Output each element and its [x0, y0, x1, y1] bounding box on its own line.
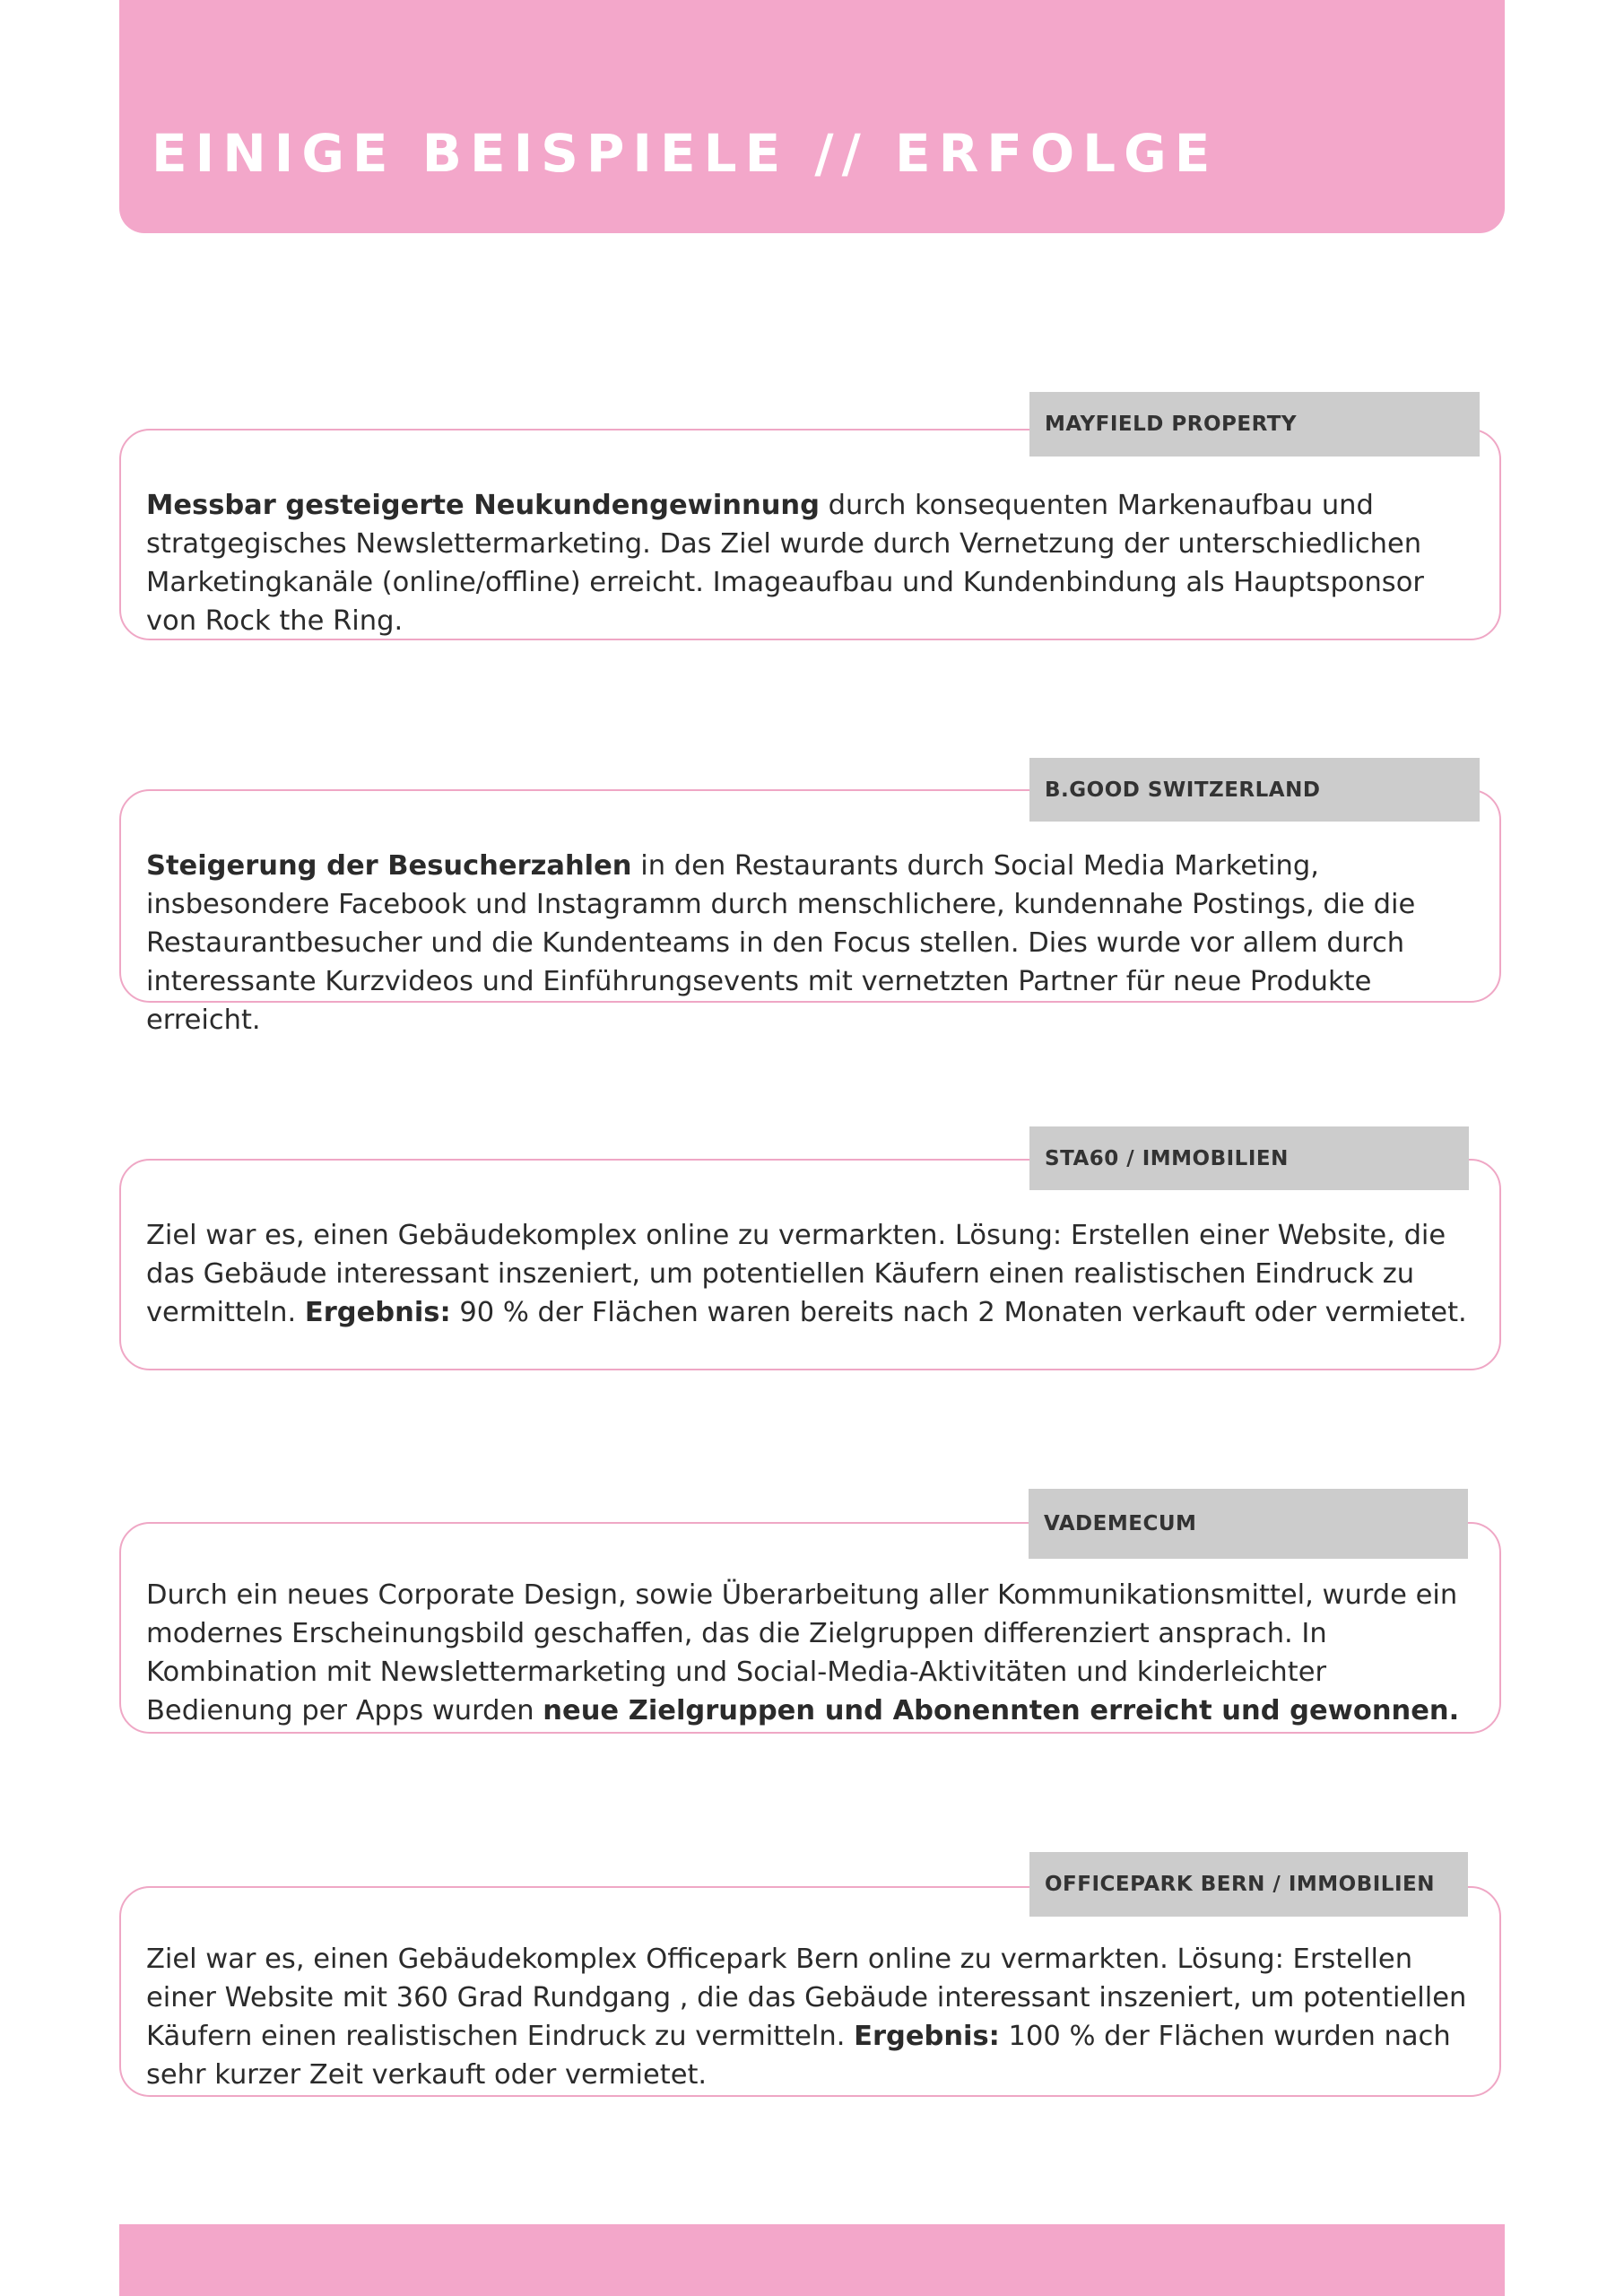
- client-tag: MAYFIELD PROPERTY: [1029, 392, 1480, 457]
- emphasis-text: Ergebnis:: [854, 2021, 1000, 2052]
- case-card-sta60: [119, 1159, 1501, 1370]
- body-text: durch konsequenten Markenaufbau und stratgegisches Newslettermarketing. Das Ziel wurde durch Vernetzung der unterschiedlichen Marketingkanäle (online/offline) erreicht. Imageaufbau und Kundenbindung als Hauptsponsor von Rock the Ring.: [146, 490, 1424, 637]
- client-tag: STA60 / IMMOBILIEN: [1029, 1126, 1469, 1190]
- emphasis-text: neue Zielgruppen und Abonennten erreicht und gewonnen.: [543, 1695, 1460, 1726]
- client-tag: OFFICEPARK BERN / IMMOBILIEN: [1029, 1852, 1468, 1917]
- header-banner: [119, 0, 1505, 233]
- body-text: Durch ein neues Corporate Design, sowie Überarbeitung aller Kommunikationsmittel, wurde ein modernes Erscheinungsbild geschaffen, das die Zielgruppen differenziert ansprach. In Kombination mit Newslettermarketing und Social-Media-Aktivitäten und kinderleichter Bedienung per Apps wurden: [146, 1579, 1458, 1726]
- case-card-officepark: [119, 1886, 1501, 2097]
- case-description: [146, 1216, 1474, 1332]
- case-description: [146, 486, 1474, 640]
- emphasis-text: Messbar gesteigerte Neukundengewinnung: [146, 490, 820, 521]
- emphasis-text: Steigerung der Besucherzahlen: [146, 850, 632, 882]
- client-tag: B.GOOD SWITZERLAND: [1029, 758, 1480, 822]
- body-text: 90 % der Flächen waren bereits nach 2 Monaten verkauft oder vermietet.: [450, 1297, 1467, 1328]
- emphasis-text: Ergebnis:: [304, 1297, 451, 1328]
- case-card-mayfield: [119, 429, 1501, 640]
- body-text: Ziel war es, einen Gebäudekomplex Officepark Bern online zu vermarkten. Lösung: Erstellen einer Website mit 360 Grad Rundgang , die das Gebäude interessant inszeniert, um potentiellen Käufern einen realistischen Eindruck zu vermitteln.: [146, 1944, 1467, 2052]
- page-title: EINIGE BEISPIELE // ERFOLGE: [152, 123, 1219, 184]
- footer-banner: [119, 2224, 1505, 2296]
- body-text: 100 % der Flächen wurden nach sehr kurzer Zeit verkauft oder vermietet.: [146, 2021, 1451, 2091]
- case-description: [146, 847, 1474, 1039]
- case-description: [146, 1940, 1474, 2094]
- client-tag: VADEMECUM: [1029, 1489, 1468, 1559]
- body-text: Ziel war es, einen Gebäudekomplex online zu vermarkten. Lösung: Erstellen einer Website, die das Gebäude interessant inszeniert, um potentiellen Käufern einen realistischen Eindruck zu vermitteln.: [146, 1220, 1446, 1328]
- case-description: [146, 1576, 1474, 1730]
- body-text: in den Restaurants durch Social Media Marketing, insbesondere Facebook und Instagramm durch menschlichere, kundennahe Postings, die die Restaurantbesucher und die Kundenteams in den Focus stellen. Dies wurde vor allem durch interessante Kurzvideos und Einführungsevents mit vernetzten Partner für neue Produkte erreicht.: [146, 850, 1416, 1036]
